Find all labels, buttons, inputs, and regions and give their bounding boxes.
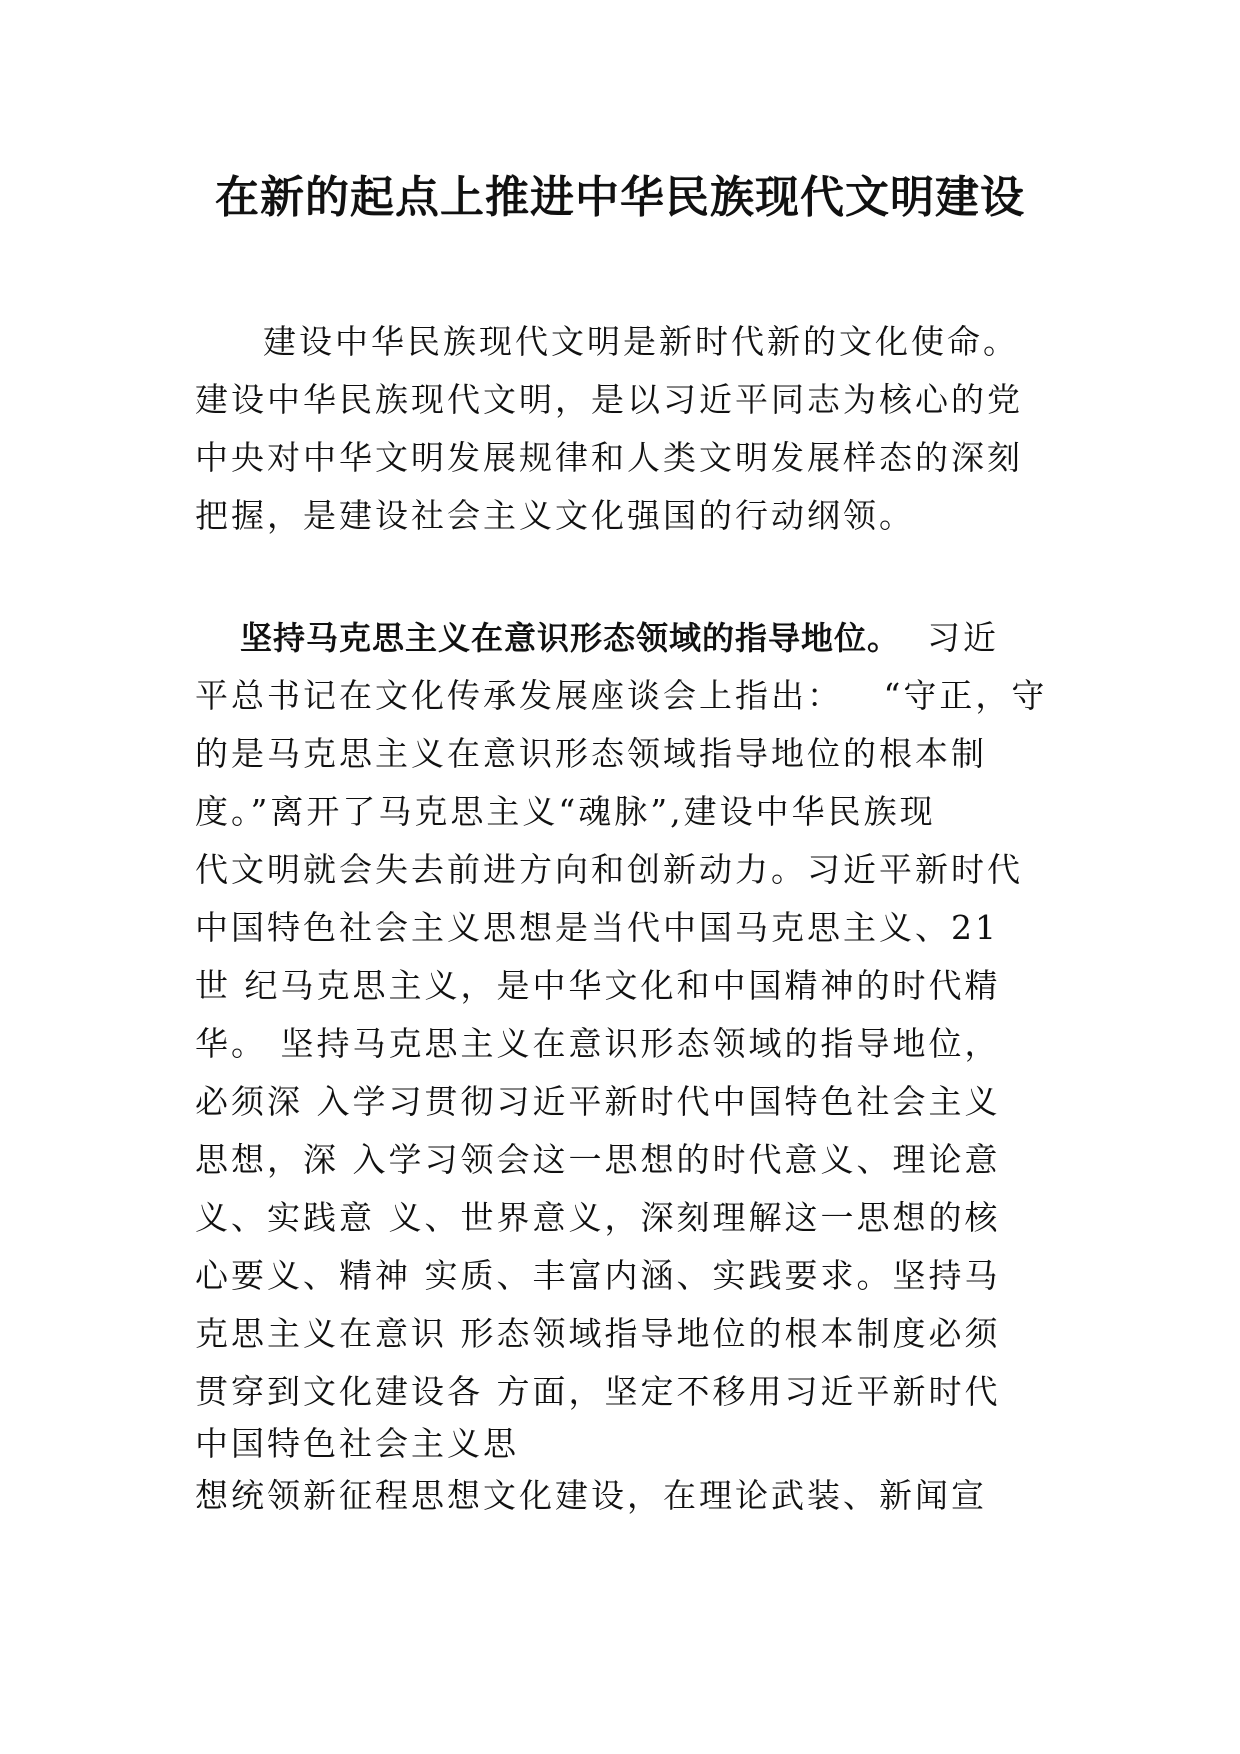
paragraph1-line: 建设中华民族现代文明，是以习近平同志为核心的党 <box>195 380 1023 419</box>
paragraph1-line: 建设中华民族现代文明是新时代新的文化使命。 <box>263 322 1019 361</box>
paragraph2-line: 必须深 入学习贯彻习近平新时代中国特色社会主义 <box>195 1082 1001 1121</box>
paragraph2-line: 中国特色社会主义思想是当代中国马克思主义、21 <box>195 908 999 947</box>
paragraph2-line: 中国特色社会主义思 <box>195 1424 519 1463</box>
paragraph1-line: 中央对中华文明发展规律和人类文明发展样态的深刻 <box>195 438 1023 477</box>
paragraph2-line: 代文明就会失去前进方向和创新动力。习近平新时代 <box>195 850 1023 889</box>
paragraph2-first-line <box>240 616 999 660</box>
paragraph2-line: 心要义、精神 实质、丰富内涵、实践要求。坚持马 <box>195 1256 1001 1295</box>
paragraph2-line: 华。 坚持马克思主义在意识形态领域的指导地位， <box>195 1024 1001 1063</box>
paragraph2-line: 思想，深 入学习领会这一思想的时代意义、理论意 <box>195 1140 1001 1179</box>
paragraph2-line: 度。”离开了马克思主义“魂脉”,建设中华民族现 <box>195 792 936 831</box>
paragraph2-lead-tail: 习近 <box>900 618 999 657</box>
paragraph2-line: 克思主义在意识 形态领域指导地位的根本制度必须 <box>195 1314 1001 1353</box>
paragraph2-line: 平总书记在文化传承发展座谈会上指出： “守正，守 <box>195 676 1048 715</box>
paragraph2-lead-heading: 坚持马克思主义在意识形态领域的指导地位。 <box>240 619 901 657</box>
document-title: 在新的起点上推进中华民族现代文明建设 <box>215 172 1025 223</box>
paragraph1-line: 把握，是建设社会主义文化强国的行动纲领。 <box>195 496 915 535</box>
paragraph2-line: 义、实践意 义、世界意义，深刻理解这一思想的核 <box>195 1198 1001 1237</box>
paragraph2-line: 世 纪马克思主义，是中华文化和中国精神的时代精 <box>195 966 1001 1005</box>
paragraph2-line: 的是马克思主义在意识形态领域指导地位的根本制 <box>195 734 987 773</box>
paragraph2-line: 贯穿到文化建设各 方面，坚定不移用习近平新时代 <box>195 1372 1001 1411</box>
paragraph2-line: 想统领新征程思想文化建设，在理论武装、新闻宣 <box>195 1476 987 1515</box>
